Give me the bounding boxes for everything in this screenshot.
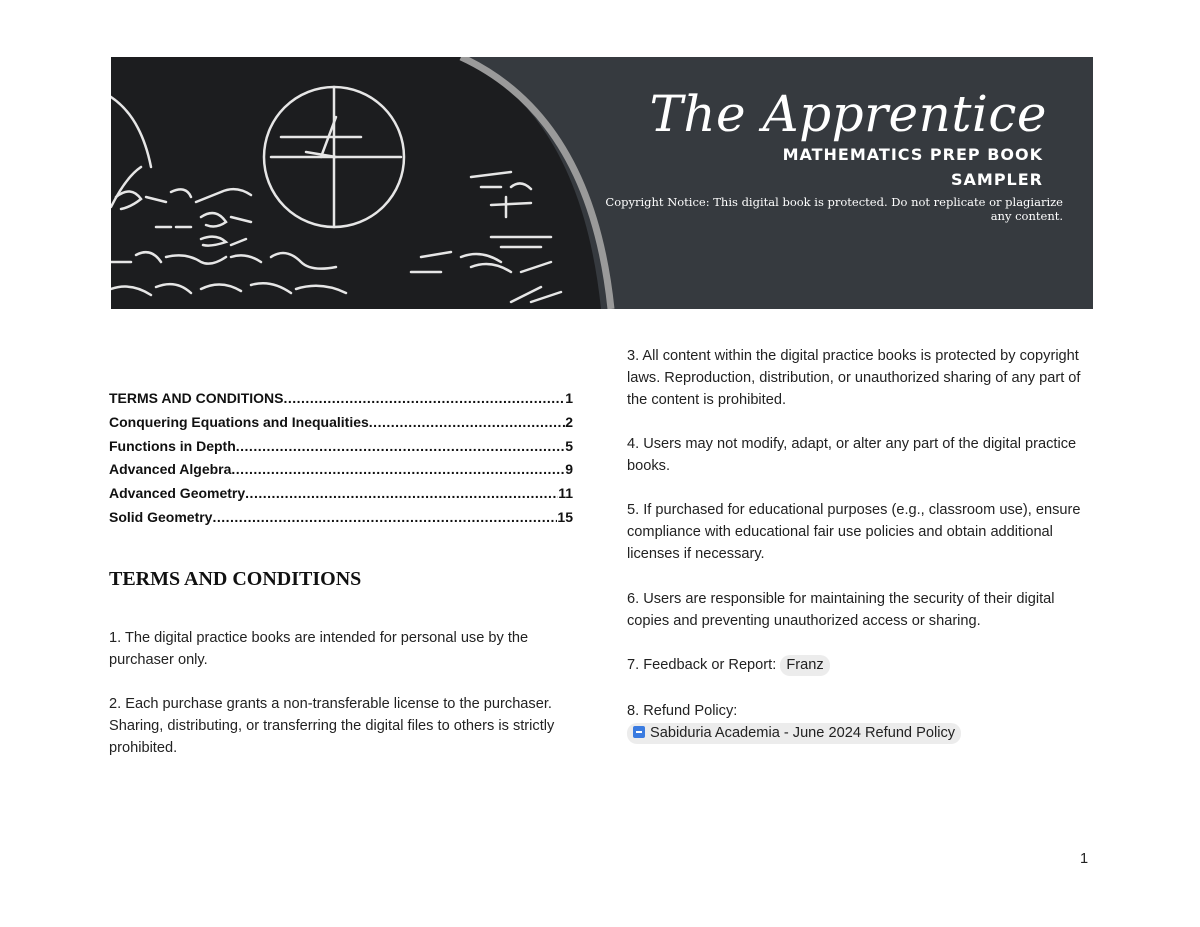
toc-page: 15 [557, 508, 573, 525]
document-icon [633, 726, 645, 738]
refund-policy-link[interactable] [627, 723, 961, 744]
toc-page: 11 [558, 485, 573, 502]
toc-label: Advanced Algebra [109, 461, 232, 478]
toc-leader [212, 509, 557, 525]
toc-entry[interactable] [109, 390, 573, 414]
term-2: 2. Each purchase grants a non-transferable license to the purchaser. Sharing, distributing, or transferring the digital files to others is strictly prohibited. [109, 696, 555, 756]
refund-policy-link-text: Sabiduria Academia - June 2024 Refund Policy [650, 725, 956, 741]
refund-label: 8. Refund Policy: [627, 703, 738, 719]
term-3: 3. All content within the digital practice books is protected by copyright laws. Reproduction, distribution, or unauthorized sharing of any part of the content is prohibited. [627, 348, 1081, 408]
toc-page: 2 [565, 413, 573, 430]
copyright-notice: Copyright Notice: This digital book is protected. Do not replicate or plagiarize any content. [605, 195, 1063, 223]
toc-label: Solid Geometry [109, 508, 213, 525]
toc-entry[interactable] [109, 414, 573, 438]
toc-label: Advanced Geometry [109, 485, 246, 502]
term-7 [627, 654, 1097, 676]
term-6: 6. Users are responsible for maintaining the security of their digital copies and preventing unauthorized access or sharing. [627, 591, 1055, 629]
toc-entry[interactable] [109, 438, 573, 462]
toc-page: 5 [565, 437, 573, 454]
term-4: 4. Users may not modify, adapt, or alter any part of the digital practice books. [627, 436, 1077, 474]
banner-title: The Apprentice [649, 85, 1047, 143]
toc-leader [236, 438, 565, 454]
toc-entry[interactable] [109, 509, 573, 533]
person-chip[interactable]: Franz [780, 655, 829, 676]
banner-sampler: SAMPLER [951, 170, 1043, 189]
toc-label: Functions in Depth [109, 437, 236, 454]
toc-entry[interactable] [109, 485, 573, 509]
table-of-contents [109, 390, 573, 533]
feedback-label: 7. Feedback or Report: [627, 657, 777, 673]
term-8 [627, 700, 1097, 744]
toc-label: Conquering Equations and Inequalities [109, 413, 369, 430]
banner-subtitle: MATHEMATICS PREP BOOK [782, 145, 1043, 164]
toc-page: 9 [565, 461, 573, 478]
toc-leader [283, 390, 565, 406]
toc-page: 1 [565, 390, 573, 406]
header-banner [111, 57, 1093, 309]
toc-entry[interactable] [109, 461, 573, 485]
term-5: 5. If purchased for educational purposes (e.g., classroom use), ensure compliance with educational fair use policies and obtain additional licenses if necessary. [627, 502, 1081, 562]
toc-label: TERMS AND CONDITIONS [109, 390, 284, 406]
page-number: 1 [1080, 851, 1089, 867]
section-heading: TERMS AND CONDITIONS [109, 568, 362, 590]
toc-leader [231, 461, 565, 477]
toc-leader [369, 414, 565, 430]
toc-leader [245, 485, 558, 501]
term-1: 1. The digital practice books are intended for personal use by the purchaser only. [109, 630, 529, 668]
